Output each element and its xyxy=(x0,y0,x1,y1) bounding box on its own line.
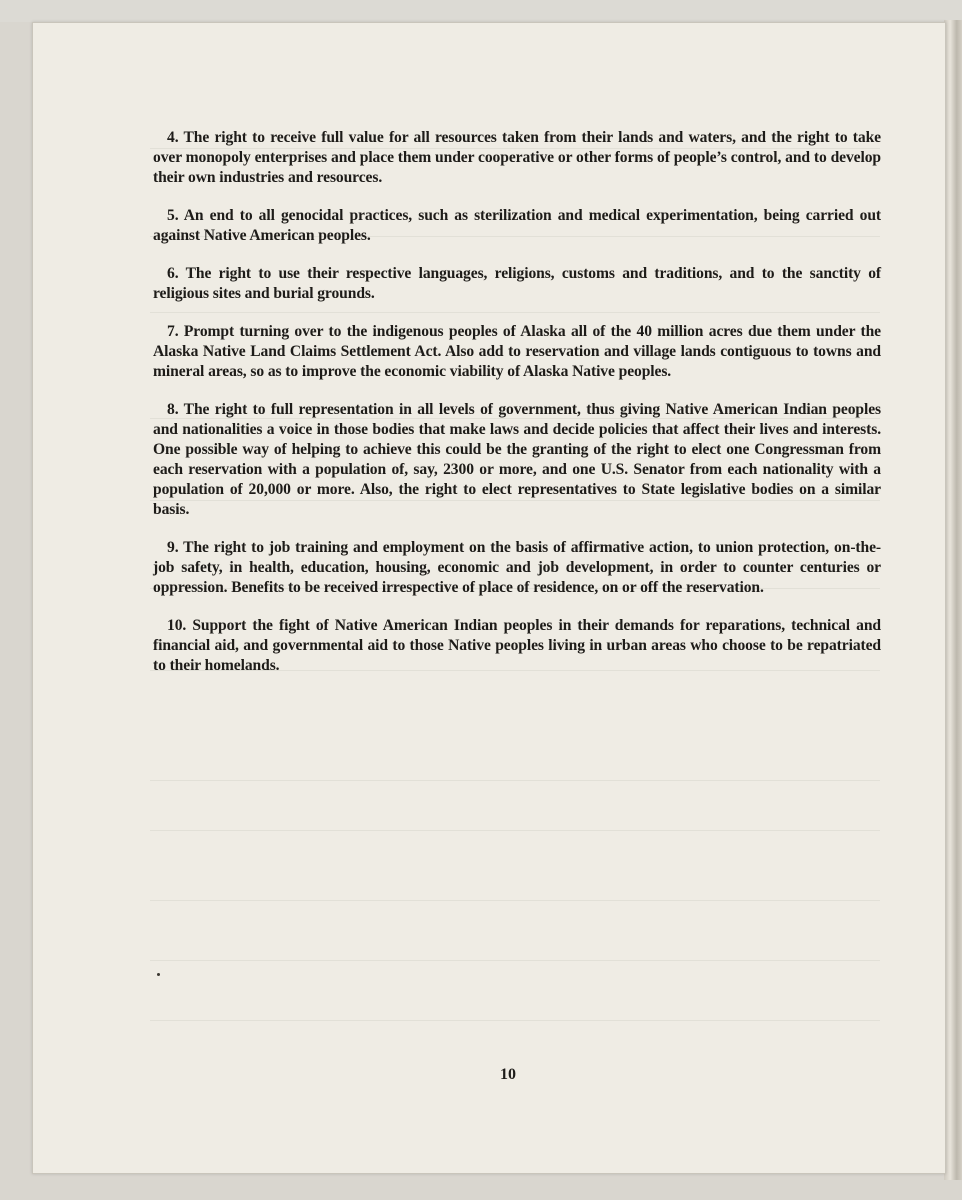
list-item: 9. The right to job training and employment on the basis of affirmative action, to union protection, on-the-job safety, in health, education, housing, economic and job development, in order to counter centuries or oppression. Benefits to be received irrespective of place of residence, on or off the reservation. xyxy=(153,539,881,596)
ink-speck xyxy=(157,973,160,976)
show-through-line xyxy=(150,830,880,831)
list-item: 8. The right to full representation in all levels of government, thus giving Native American Indian peoples and nationalities a voice in those bodies that make laws and decide policies that affect their lives and interests. One possible way of helping to achieve this could be the granting of the right to elect one Congressman from each reservation with a population of, say, 2300 or more, and one U.S. Senator from each nationality with a population of 20,000 or more. Also, the right to elect representatives to State legislative bodies on a similar basis. xyxy=(153,401,881,518)
list-item: 7. Prompt turning over to the indigenous peoples of Alaska all of the 40 million acres due them under the Alaska Native Land Claims Settlement Act. Also add to reservation and village lands contiguous to towns and mineral areas, so as to improve the economic viability of Alaska Native peoples. xyxy=(153,323,881,380)
show-through-line xyxy=(150,900,880,901)
list-item: 10. Support the fight of Native American Indian peoples in their demands for reparations, technical and financial aid, and governmental aid to those Native peoples living in urban areas who choose to be repatriated to their homelands. xyxy=(153,617,881,674)
show-through-line xyxy=(150,960,880,961)
show-through-line xyxy=(150,780,880,781)
show-through-line xyxy=(150,1020,880,1021)
book-spine-edge xyxy=(944,20,962,1180)
list-item: 4. The right to receive full value for all resources taken from their lands and waters, and the right to take over monopoly enterprises and place them under cooperative or other forms of people’s control, and to develop their own industries and resources. xyxy=(153,129,881,186)
list-item: 6. The right to use their respective languages, religions, customs and traditions, and to the sanctity of religious sites and burial grounds. xyxy=(153,265,881,302)
page-number: 10 xyxy=(500,1066,516,1083)
list-item: 5. An end to all genocidal practices, such as sterilization and medical experimentation, being carried out against Native American peoples. xyxy=(153,207,881,244)
document-body xyxy=(153,128,881,694)
backdrop xyxy=(0,0,962,22)
